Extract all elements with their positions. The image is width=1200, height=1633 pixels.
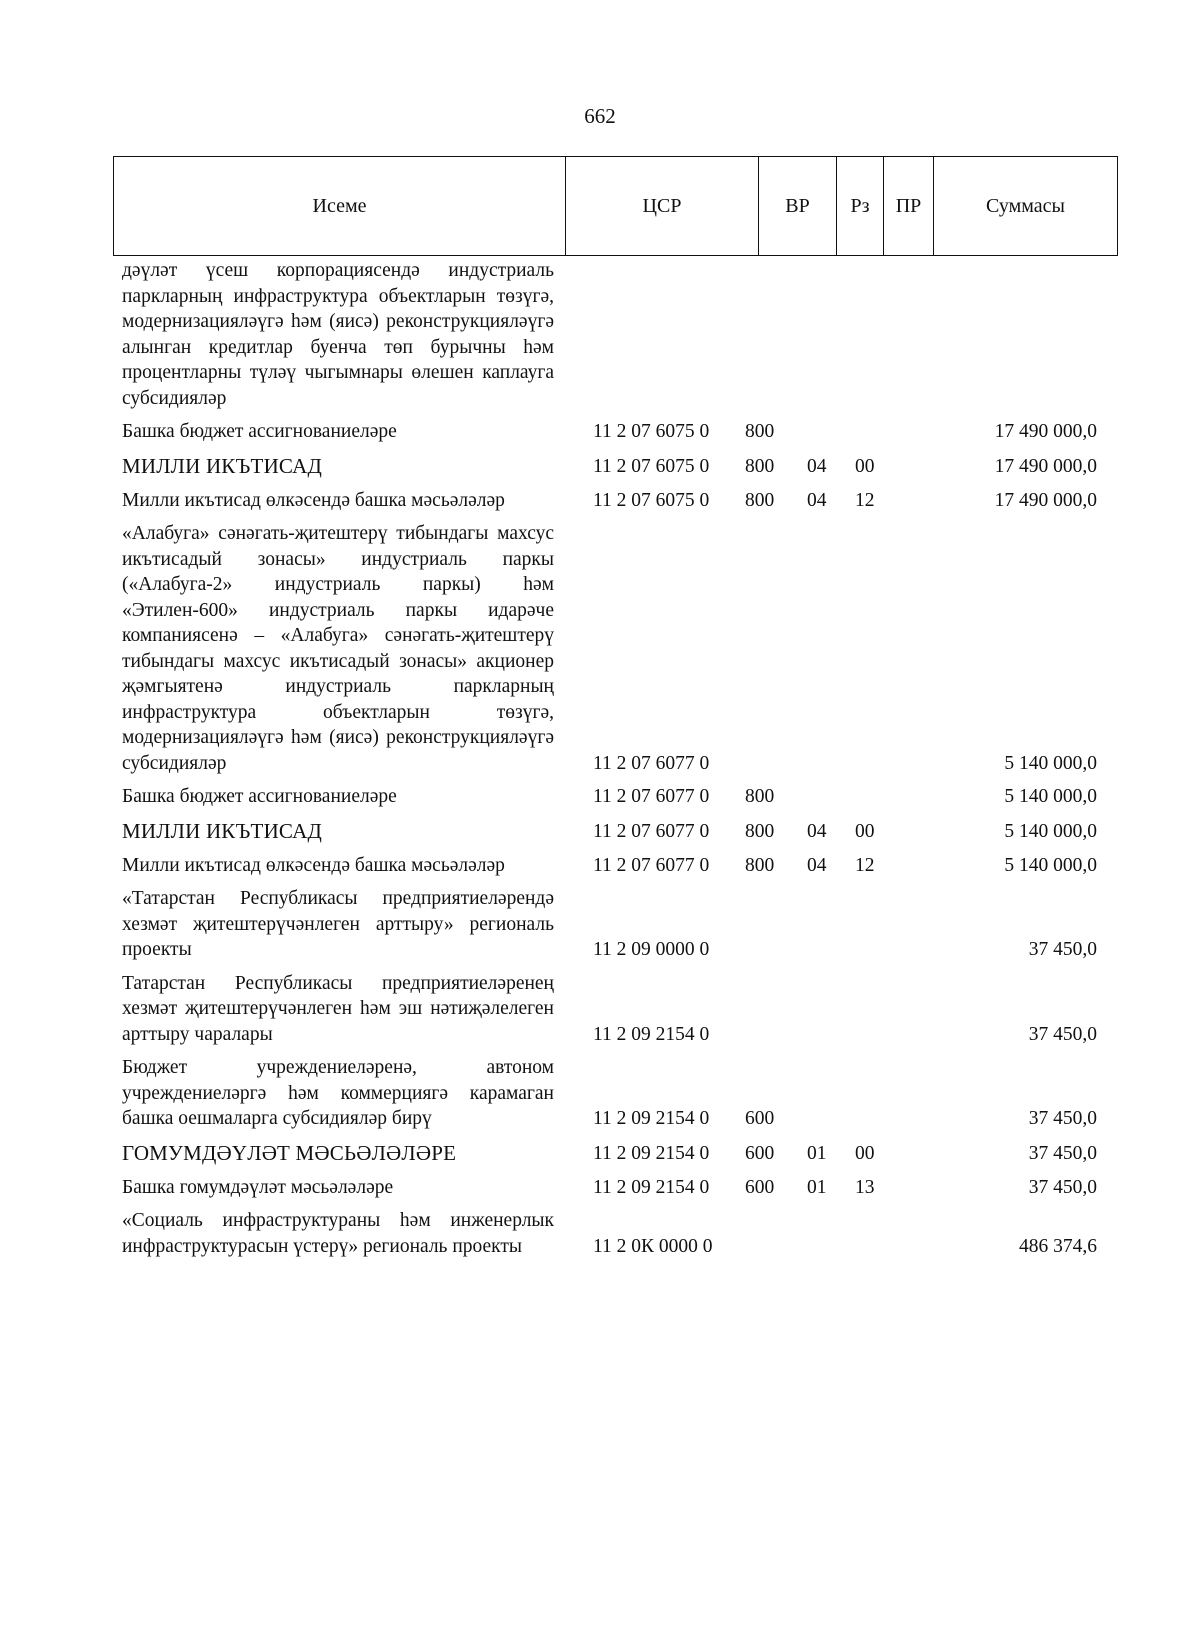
cell-csr: 11 2 07 6077 0 [593,820,710,842]
cell-name: Башка гомумдәүләт мәсьәләләре [122,1176,394,1198]
table-header [113,156,1118,256]
cell-vr: 600 [745,1108,775,1129]
table-row [122,1140,1118,1167]
table-row [122,784,1118,810]
table-row [122,1175,1118,1201]
cell-sum: 5 140 000,0 [1004,854,1097,876]
cell-pr: 12 [855,489,875,511]
cell-pr: 13 [855,1176,875,1198]
cell-csr: 11 2 07 6077 0 [593,786,710,807]
table-row [122,419,1118,445]
cell-vr: 800 [745,489,775,511]
cell-name: Бюджет учреждениеләренә, автоном учреждениеләргә һәм коммерциягә карамаган башка оешмаларга субсидияләр бирү [122,1057,554,1129]
cell-sum: 17 490 000,0 [994,455,1097,477]
cell-csr: 11 2 09 2154 0 [593,1023,710,1045]
column-header-pr: ПР [884,157,934,255]
page-number: 662 [584,104,616,128]
cell-name: Милли икътисад өлкәсендә башка мәсьәләләр [122,854,505,876]
cell-rz: 04 [807,489,827,511]
cell-csr: 11 2 07 6075 0 [593,489,710,511]
cell-name: ГОМУМДӘҮЛӘТ МӘСЬӘЛӘЛӘРЕ [122,1140,457,1165]
cell-csr: 11 2 09 2154 0 [593,1108,710,1129]
column-header-name: Исеме [114,157,566,255]
cell-pr: 00 [855,820,875,842]
cell-pr: 00 [855,1142,875,1164]
table-row [122,521,1118,776]
cell-name: Башка бюджет ассигнованиеләре [122,421,397,442]
cell-sum: 5 140 000,0 [1004,786,1097,807]
cell-sum: 5 140 000,0 [1004,820,1097,842]
table-row [122,488,1118,514]
cell-name: Милли икътисад өлкәсендә башка мәсьәләләр [122,489,505,511]
cell-sum: 37 450,0 [1028,1023,1097,1045]
cell-csr: 11 2 09 0000 0 [593,939,710,960]
table-row [122,453,1118,480]
table-row [122,971,1118,1048]
cell-name: «Татарстан Республикасы предприятиеләрендә хезмәт җитештерүчәнлеген арттыру» региональ проекты [122,888,554,960]
column-header-vr: ВР [759,157,837,255]
cell-name: «Социаль инфраструктураны һәм инженерлык инфраструктурасын үстерү» региональ проекты [122,1210,554,1257]
cell-rz: 01 [807,1176,827,1198]
cell-rz: 04 [807,820,827,842]
cell-pr: 00 [855,455,875,477]
cell-sum: 5 140 000,0 [1004,752,1097,774]
cell-vr: 800 [745,786,775,807]
table-row [122,1208,1118,1259]
cell-name: Татарстан Республикасы предприятиеләренең хезмәт җитештерүчәнлеген һәм эш нәтиҗәлелеген арттыру чаралары [122,972,554,1045]
cell-csr: 11 2 07 6077 0 [593,752,710,774]
cell-vr: 800 [745,455,775,477]
table-row [122,818,1118,845]
table-row [122,258,1118,411]
table-row [122,853,1118,879]
cell-name: МИЛЛИ ИКЪТИСАД [122,818,322,843]
cell-rz: 04 [807,854,827,876]
cell-rz: 04 [807,455,827,477]
cell-name: Башка бюджет ассигнованиеләре [122,786,397,807]
cell-vr: 600 [745,1176,775,1198]
cell-vr: 800 [745,421,775,442]
cell-sum: 37 450,0 [1028,939,1097,960]
cell-name: МИЛЛИ ИКЪТИСАД [122,453,322,478]
column-header-rz: Рз [837,157,884,255]
cell-csr: 11 2 09 2154 0 [593,1142,710,1164]
cell-vr: 800 [745,820,775,842]
cell-sum: 37 450,0 [1028,1108,1097,1129]
cell-vr: 800 [745,854,775,876]
cell-sum: 486 374,6 [1019,1235,1097,1257]
cell-sum: 37 450,0 [1028,1176,1097,1198]
cell-csr: 11 2 07 6077 0 [593,854,710,876]
cell-vr: 600 [745,1142,775,1164]
column-header-csr: ЦСР [566,157,759,255]
cell-csr: 11 2 07 6075 0 [593,455,710,477]
cell-name: дәүләт үсеш корпорациясендә индустриаль паркларның инфраструктура объектларын төзүгә, модернизацияләүгә һәм (яисә) реконструкцияләүгә алынган кредитлар буенча төп бурычны һәм процентларны түләү чыгымнары өлешен каплауга субсидияләр [122,260,554,409]
table-body [122,258,1118,1267]
cell-csr: 11 2 07 6075 0 [593,421,710,442]
column-header-sum: Суммасы [986,194,1065,217]
cell-sum: 37 450,0 [1028,1142,1097,1164]
table-row [122,886,1118,963]
table-row [122,1055,1118,1132]
cell-sum: 17 490 000,0 [994,489,1097,511]
cell-csr: 11 2 09 2154 0 [593,1176,710,1198]
cell-name: «Алабуга» сәнәгать-җитештерү тибындагы махсус икътисадый зонасы» индустриаль паркы («Алабуга-2» индустриаль паркы) һәм «Этилен-600» индустриаль паркы идарәче компаниясенә – «Алабуга» сәнәгать-җитештерү тибындагы махсус икътисадый зонасы» акционер җәмгыятенә индустриаль паркларның инфраструктура объектларын төзүгә, модернизацияләүгә һәм (яисә) реконструкцияләүгә субсидияләр [122,523,554,774]
cell-rz: 01 [807,1142,827,1164]
cell-sum: 17 490 000,0 [994,421,1097,442]
cell-csr: 11 2 0К 0000 0 [593,1235,713,1257]
cell-pr: 12 [855,854,875,876]
